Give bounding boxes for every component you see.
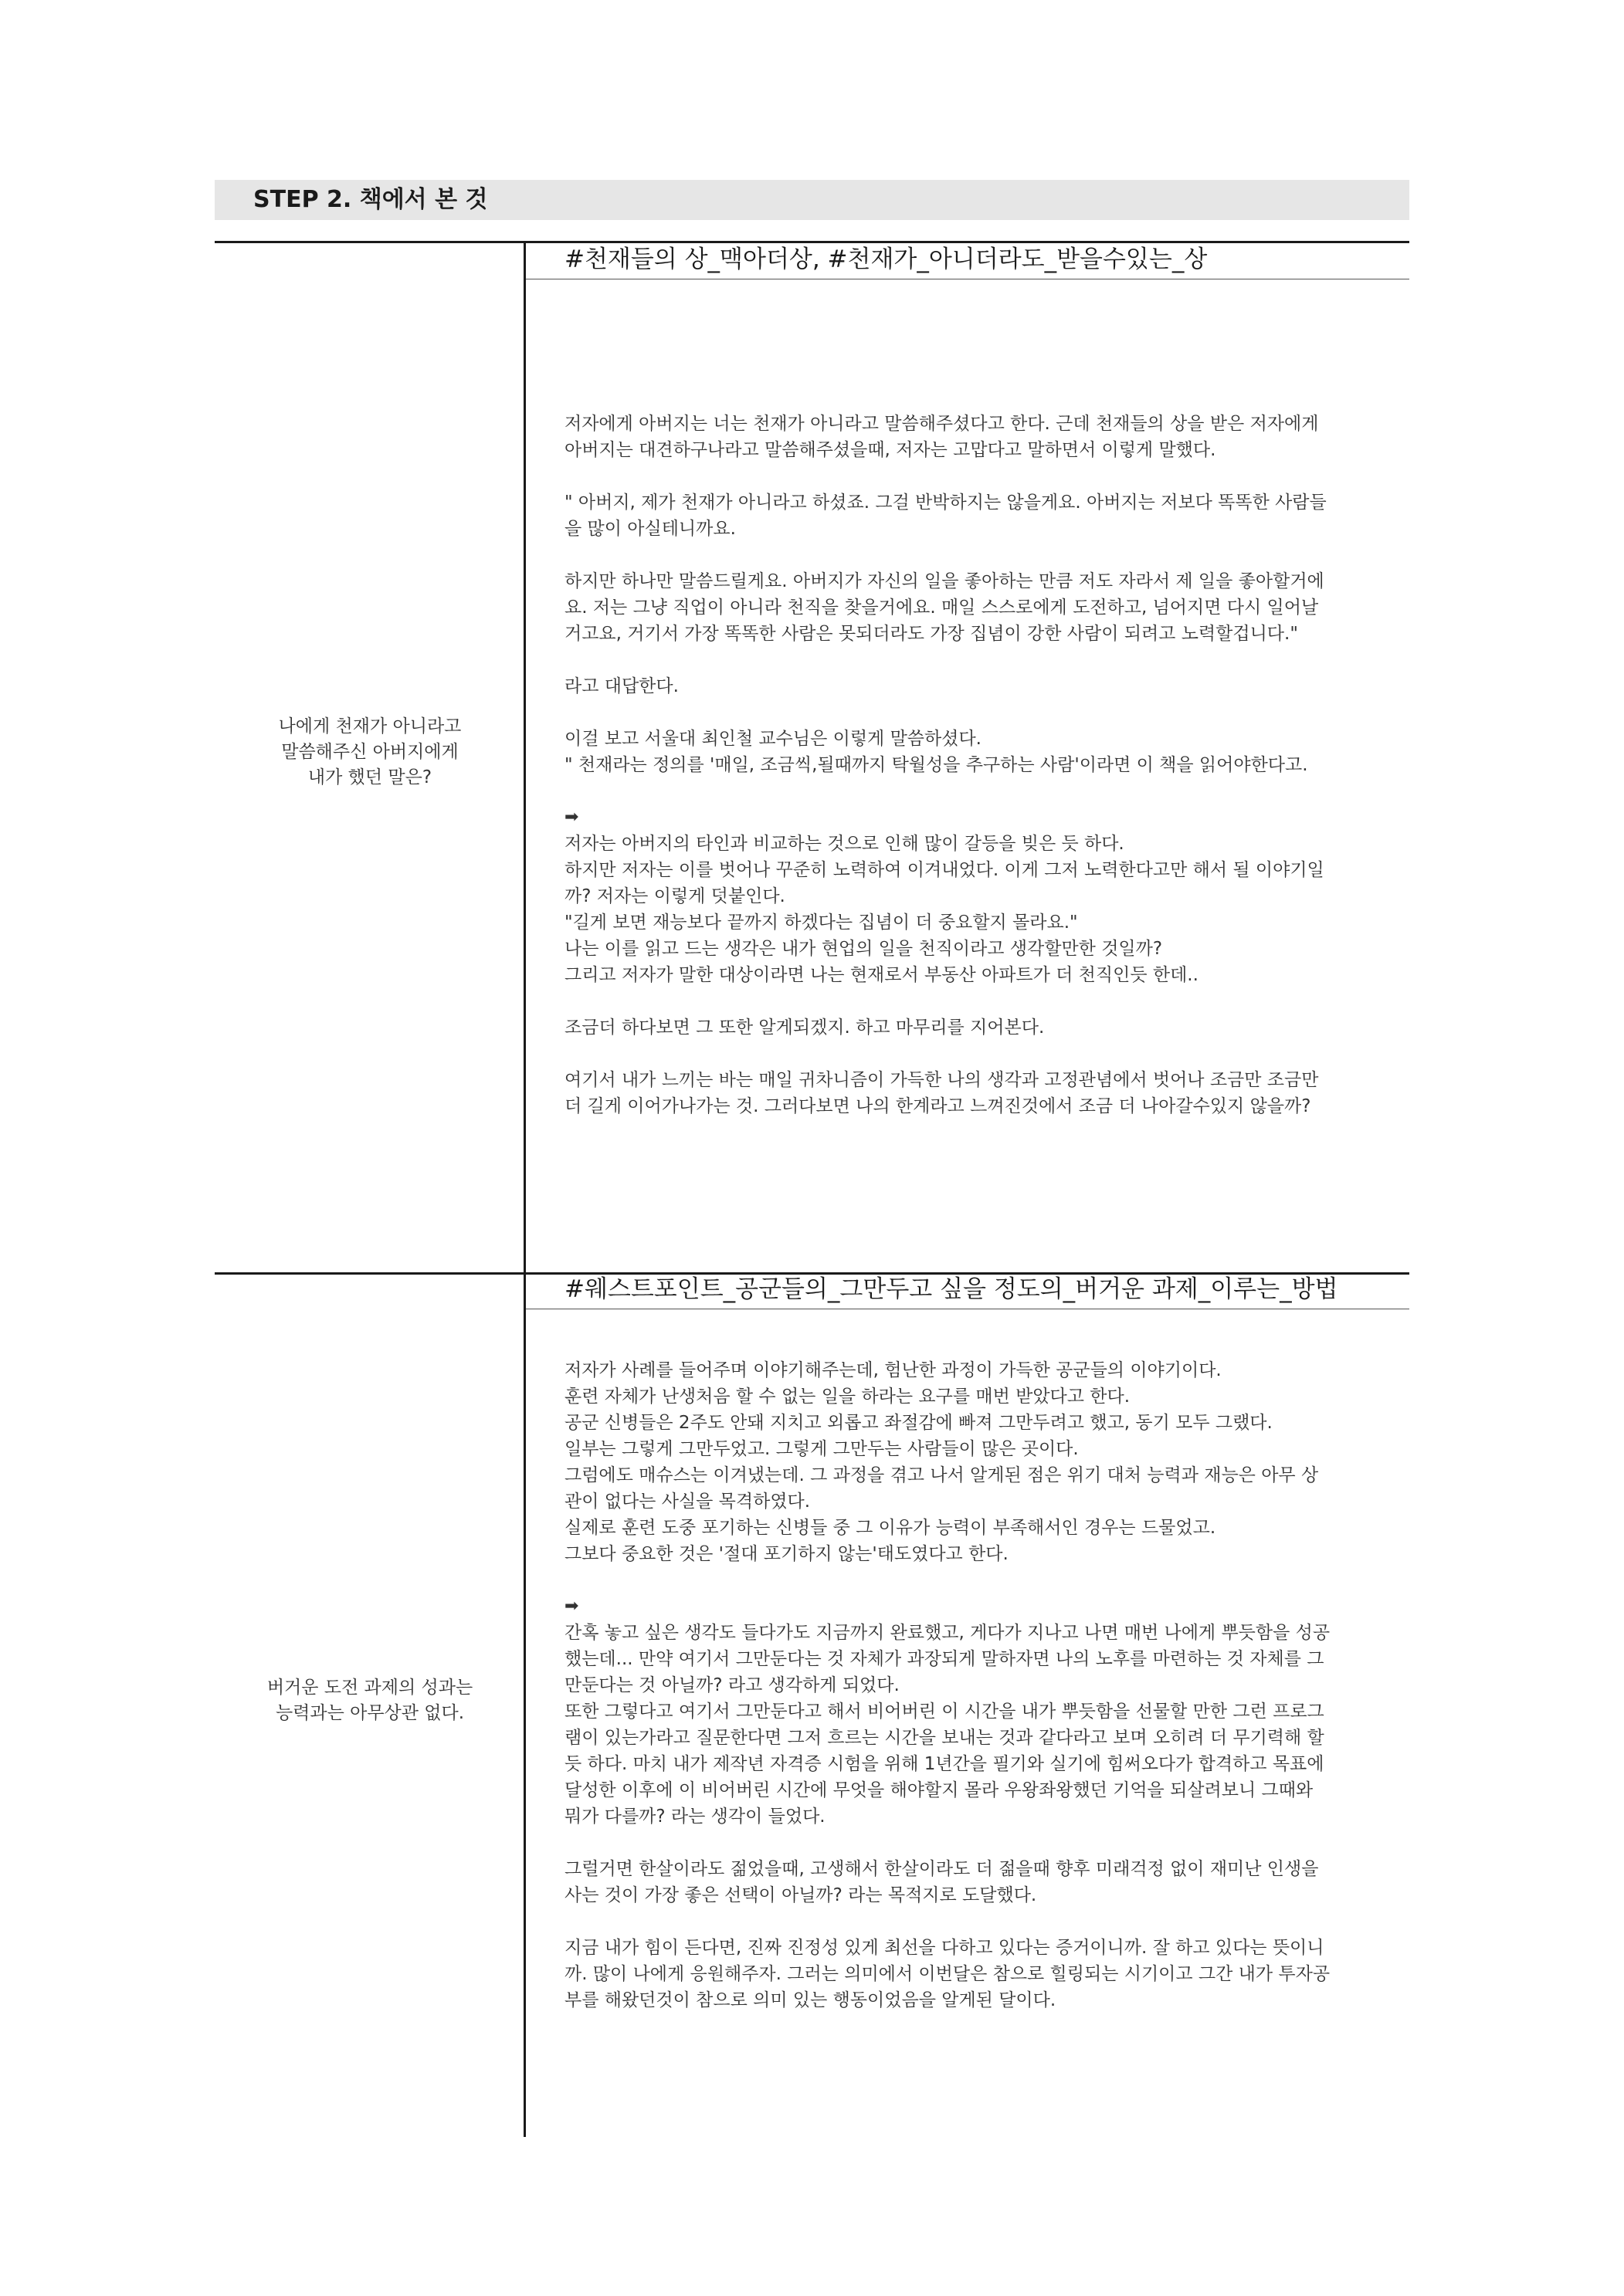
arrow-icon: ➡ — [565, 808, 579, 827]
section-1-top-rule — [215, 241, 1409, 243]
section-1-reflection: 조금더 하다보면 그 또한 알게되겠지. 하고 마무리를 지어본다. — [565, 1018, 1045, 1038]
arrow-icon: ➡ — [565, 1597, 579, 1616]
section-1-paragraph: 라고 대답한다. — [565, 676, 679, 696]
section-1-reflection: 여기서 내가 느끼는 바는 매일 귀차니즘이 가득한 나의 생각과 고정관념에서 벗어나 조금만 조금만 더 길게 이어가나가는 것. 그러다보면 나의 한계라고 느껴진것에서 조금 더 나아갈수있지 않을까? — [565, 1070, 1319, 1116]
section-1-paragraph: " 아버지, 제가 천재가 아니라고 하셨죠. 그걸 반박하지는 않을게요. 아버지는 저보다 똑똑한 사람들 을 많이 아실테니까요. — [565, 493, 1327, 539]
section-1-reflection: 저자는 아버지의 타인과 비교하는 것으로 인해 많이 갈등을 빚은 듯 하다. 하지만 저자는 이를 벗어나 꾸준히 노력하여 이겨내었다. 이게 그저 노력한다고만 해서 될 이야기일 까? 저자는 이렇게 덧붙인다. "길게 보면 재능보다 끝까지 하겠다는 집념이 더 중요할지 몰라요." 나는 이를 읽고 드는 생각은 내가 현업의 일을 천직이라고 생각할만한 것일까? 그리고 저자가 말한 대상이라면 나는 현재로서 부동산 아파트가 더 천직인듯 한데.. — [565, 834, 1324, 985]
section-1-paragraph: 저자에게 아버지는 너는 천재가 아니라고 말씀해주셨다고 한다. 근데 천재들의 상을 받은 저자에게 아버지는 대견하구나라고 말씀해주셨을때, 저자는 고맙다고 말하면서 이렇게 말했다. — [565, 414, 1319, 460]
section-1-paragraph: 하지만 하나만 말씀드릴게요. 아버지가 자신의 일을 좋아하는 만큼 저도 자라서 제 일을 좋아할거에 요. 저는 그냥 직업이 아니라 천직을 찾을거에요. 매일 스스로에게 도전하고, 넘어지면 다시 일어날 거고요, 거기서 가장 똑똑한 사람은 못되더라도 가장 집념이 강한 사람이 되려고 노력할겁니다." — [565, 571, 1324, 644]
section-2-question: 버거운 도전 과제의 성과는 능력과는 아무상관 없다. — [266, 1678, 473, 1723]
step-header — [215, 180, 1409, 220]
section-1-question: 나에게 천재가 아니라고 말씀해주신 아버지에게 내가 했던 말은? — [278, 716, 462, 787]
section-2-reflection: 간혹 놓고 싶은 생각도 들다가도 지금까지 완료했고, 게다가 지나고 나면 매번 나에게 뿌듯함을 성공 했는데... 만약 여기서 그만둔다는 것 자체가 과장되게 말하자면 나의 노후를 마련하는 것 자체를 그 만둔다는 것 아닐까? 라고 생각하게 되었다. 또한 그렇다고 여기서 그만둔다고 해서 비어버린 이 시간을 내가 뿌듯함을 선물할 만한 그런 프로그 램이 있는가라고 질문한다면 그저 흐르는 시간을 보내는 것과 같다라고 보며 오히려 더 무기력해 할 듯 하다. 마치 내가 제작년 자격증 시험을 위해 1년간을 필기와 실기에 힘써오다가 합격하고 목표에 달성한 이후에 이 비어버린 시간에 무엇을 해야할지 몰라 우왕좌왕했던 기억을 되살려보니 그때와 뭐가 다를까? 라는 생각이 들었다. — [565, 1623, 1331, 1827]
section-2-hashtag: #웨스트포인트_공군들의_그만두고 싶을 정도의_버거운 과제_이루는_방법 — [565, 1275, 1338, 1303]
section-1-hashtag: #천재들의 상_맥아더상, #천재가_아니더라도_받을수있는_상 — [565, 246, 1208, 273]
section-2-body — [565, 1357, 1422, 2013]
section-1-paragraph: 이걸 보고 서울대 최인철 교수님은 이렇게 말씀하셨다. " 천재라는 정의를 '매일, 조금씩,될때까지 탁월성을 추구하는 사람'이라면 이 책을 읽어야한다고. — [565, 729, 1308, 775]
section-2-reflection: 지금 내가 힘이 든다면, 진짜 진정성 있게 최선을 다하고 있다는 증거이니까. 잘 하고 있다는 뜻이니 까. 많이 나에게 응원해주자. 그러는 의미에서 이번달은 참으로 힐링되는 시기이고 그간 내가 투자공 부를 해왔던것이 참으로 의미 있는 행동이었음을 알게된 달이다. — [565, 1938, 1331, 2010]
step-title: STEP 2. 책에서 본 것 — [253, 186, 488, 213]
section-2-reflection: 그럴거면 한살이라도 젊었을때, 고생해서 한살이라도 더 젊을때 향후 미래걱정 없이 재미난 인생을 사는 것이 가장 좋은 선택이 아닐까? 라는 목적지로 도달했다. — [565, 1859, 1319, 1905]
section-1-body — [565, 411, 1422, 1119]
section-2-top-rule — [215, 1272, 1409, 1275]
section-2-paragraph: 저자가 사례를 들어주며 이야기해주는데, 험난한 과정이 가득한 공군들의 이야기이다. 훈련 자체가 난생처음 할 수 없는 일을 하라는 요구를 매번 받았다고 한다. 공군 신병들은 2주도 안돼 지치고 외롭고 좌절감에 빠져 그만두려고 했고, 동기 모두 그랬다. 일부는 그렇게 그만두었고. 그렇게 그만두는 사람들이 많은 곳이다. 그럼에도 매슈스는 이겨냈는데. 그 과정을 겪고 나서 알게된 점은 위기 대처 능력과 재능은 아무 상 관이 없다는 사실을 목격하였다. 실제로 훈련 도중 포기하는 신병들 중 그 이유가 능력이 부족해서인 경우는 드물었고. 그보다 중요한 것은 '절대 포기하지 않는'태도였다고 한다. — [565, 1360, 1319, 1564]
